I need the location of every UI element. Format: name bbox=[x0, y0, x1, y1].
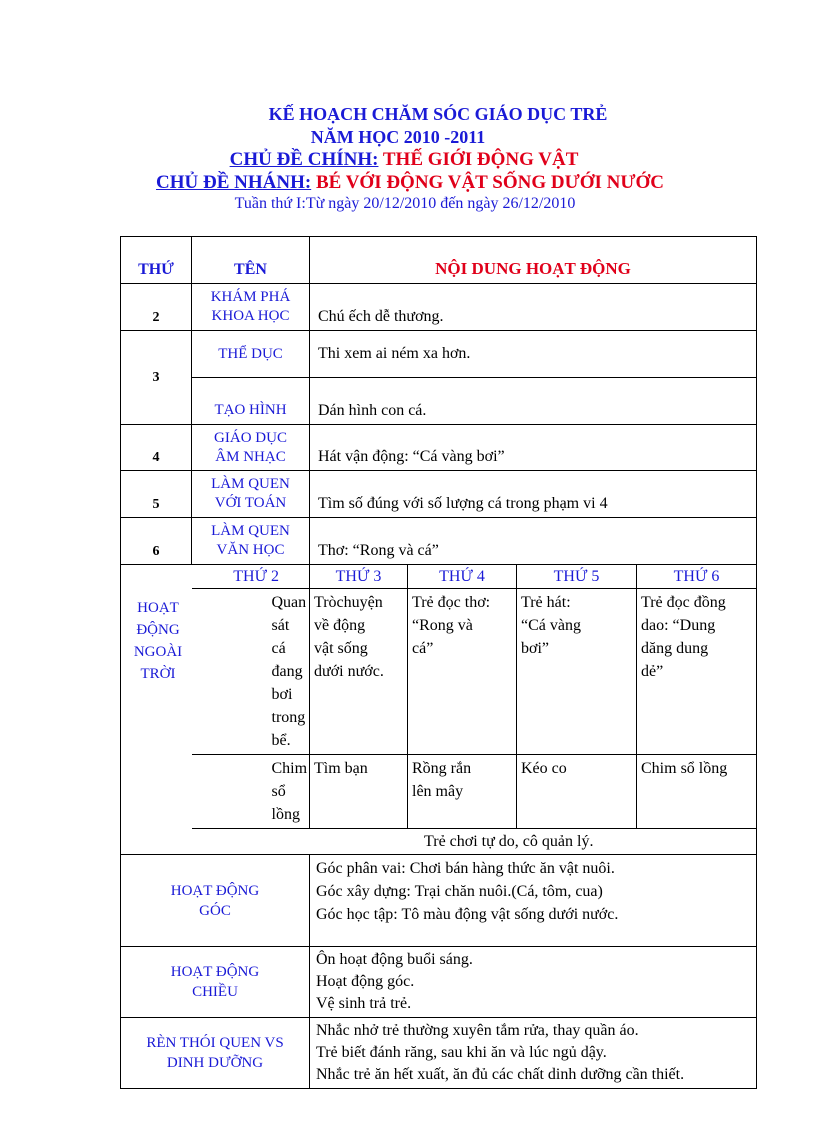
outdoor-observe-cell bbox=[192, 589, 310, 755]
cell-line: Kéo co bbox=[521, 760, 567, 777]
table-row bbox=[121, 518, 757, 565]
name-line: VĂN HỌC bbox=[216, 542, 285, 558]
name-line: LÀM QUEN bbox=[211, 523, 290, 539]
content-line: Góc học tập: Tô màu động vật sống dưới nước. bbox=[316, 906, 619, 923]
label-line: HOẠT ĐỘNG bbox=[170, 964, 260, 980]
cell-line: cá” bbox=[412, 640, 434, 657]
cell-line: trong bể. bbox=[271, 709, 306, 749]
outdoor-game-cell bbox=[408, 755, 517, 829]
habits-label bbox=[121, 1018, 310, 1089]
outdoor-free-row bbox=[121, 829, 757, 855]
cell-line: Tròchuyện bbox=[314, 594, 383, 611]
name-line: THỂ DỤC bbox=[218, 345, 283, 362]
cell-line: Trẻ đọc đồng bbox=[641, 594, 726, 611]
row-content: Thi xem ai ném xa hơn. bbox=[310, 331, 757, 378]
row-activity-name bbox=[192, 331, 310, 378]
outdoor-label bbox=[128, 597, 188, 685]
label-line: TRỜI bbox=[140, 666, 176, 682]
content-line: Ôn hoạt động buổi sáng. bbox=[316, 951, 473, 968]
corner-label bbox=[121, 855, 310, 947]
cell-line: vật sống bbox=[314, 640, 368, 657]
content-line: Góc xây dựng: Trại chăn nuôi.(Cá, tôm, cua) bbox=[316, 883, 603, 900]
content-line: Nhắc nhở trẻ thường xuyên tắm rửa, thay quần áo. bbox=[316, 1022, 639, 1039]
table-row bbox=[121, 331, 757, 378]
page-title: KẾ HOẠCH CHĂM SÓC GIÁO DỤC TRẺ bbox=[268, 104, 608, 124]
col-thu-header: THỨ bbox=[121, 237, 192, 284]
cell-line: dao: “Dung bbox=[641, 617, 716, 634]
col-ten-header: TÊN bbox=[192, 237, 310, 284]
cell-line: Quan sát cá bbox=[271, 594, 307, 657]
name-line: VỚI TOÁN bbox=[214, 495, 287, 511]
outdoor-day-header: THỨ 4 bbox=[408, 565, 517, 589]
sub-topic-label: CHỦ ĐỀ NHÁNH: bbox=[156, 172, 312, 193]
table-row bbox=[121, 425, 757, 471]
row-activity-name bbox=[192, 425, 310, 471]
habits-content bbox=[310, 1018, 757, 1089]
name-line: LÀM QUEN bbox=[211, 476, 290, 492]
cell-line: dăng dung bbox=[641, 640, 709, 657]
cell-line: Trẻ đọc thơ: bbox=[412, 594, 491, 611]
outdoor-observe-cell bbox=[408, 589, 517, 755]
row-day: 2 bbox=[121, 284, 192, 331]
outdoor-observe-cell bbox=[310, 589, 408, 755]
row-content: Thơ: “Rong và cá” bbox=[310, 518, 757, 565]
row-activity-name bbox=[192, 518, 310, 565]
outdoor-day-header: THỨ 5 bbox=[517, 565, 637, 589]
name-line: KHOA HỌC bbox=[211, 308, 290, 324]
cell-line: dẻ” bbox=[641, 663, 664, 680]
content-line: Nhắc trẻ ăn hết xuất, ăn đủ các chất dinh dưỡng cần thiết. bbox=[316, 1066, 685, 1083]
name-line: GIÁO DỤC bbox=[214, 429, 287, 446]
cell-line: về động bbox=[314, 617, 366, 634]
name-line: TẠO HÌNH bbox=[214, 402, 287, 418]
row-day: 3 bbox=[121, 331, 192, 425]
cell-line: Chim sổ lồng bbox=[641, 760, 728, 777]
cell-line: “Cá vàng bbox=[521, 617, 581, 634]
outdoor-observe-cell bbox=[637, 589, 757, 755]
outdoor-observe-cell bbox=[517, 589, 637, 755]
outdoor-game-cell bbox=[192, 755, 310, 829]
name-line: KHÁM PHÁ bbox=[210, 289, 291, 305]
label-line: ĐỘNG bbox=[136, 622, 180, 638]
main-topic-label: CHỦ ĐỀ CHÍNH: bbox=[229, 149, 379, 170]
row-content: Tìm số đúng với số lượng cá trong phạm vi 4 bbox=[310, 471, 757, 518]
label-line: NGOÀI bbox=[133, 644, 183, 660]
row-activity-name bbox=[192, 471, 310, 518]
row-activity-name bbox=[192, 378, 310, 425]
afternoon-content bbox=[310, 947, 757, 1018]
row-day: 6 bbox=[121, 518, 192, 565]
label-line: DINH DƯỠNG bbox=[166, 1055, 264, 1071]
sub-topic bbox=[2, 172, 816, 194]
name-line: ÂM NHẠC bbox=[215, 448, 286, 465]
cell-line: Trẻ hát: bbox=[521, 594, 571, 611]
content-line: Góc phân vai: Chơi bán hàng thức ăn vật nuôi. bbox=[316, 860, 615, 877]
cell-line: Chim sổ lồng bbox=[271, 760, 308, 823]
outdoor-days-row bbox=[121, 565, 757, 589]
cell-line: đang bơi bbox=[271, 663, 303, 703]
school-year: NĂM HỌC 2010 -2011 bbox=[310, 127, 486, 147]
table-row bbox=[121, 471, 757, 518]
main-topic-value: THẾ GIỚI ĐỘNG VẬT bbox=[382, 149, 579, 170]
label-line: RÈN THÓI QUEN VS bbox=[146, 1035, 284, 1051]
outdoor-game-cell bbox=[310, 755, 408, 829]
label-line: CHIỀU bbox=[192, 984, 238, 1000]
outdoor-day-header: THỨ 6 bbox=[637, 565, 757, 589]
activity-plan-table bbox=[120, 236, 757, 1089]
corner-content bbox=[310, 855, 757, 947]
cell-line: bơi” bbox=[521, 640, 550, 657]
cell-line: Rồng rắn bbox=[412, 760, 472, 777]
habits-row bbox=[121, 1018, 757, 1089]
corner-row bbox=[121, 855, 757, 947]
table-header-row bbox=[121, 237, 757, 284]
content-line: Hoạt động góc. bbox=[316, 973, 415, 990]
row-day: 5 bbox=[121, 471, 192, 518]
table-row bbox=[121, 378, 757, 425]
row-content: Hát vận động: “Cá vàng bơi” bbox=[310, 425, 757, 471]
outdoor-free-play: Trẻ chơi tự do, cô quản lý. bbox=[192, 829, 757, 855]
content-line: Trẻ biết đánh răng, sau khi ăn và lúc ngủ dậy. bbox=[316, 1044, 607, 1061]
outdoor-game-cell bbox=[637, 755, 757, 829]
sub-topic-value: BÉ VỚI ĐỘNG VẬT SỐNG DƯỚI NƯỚC bbox=[315, 172, 664, 193]
week-range: Tuần thứ I:Từ ngày 20/12/2010 đến ngày 26/12/2010 bbox=[234, 195, 576, 212]
label-line: HOẠT bbox=[137, 600, 179, 616]
cell-line: Tìm bạn bbox=[314, 760, 368, 777]
content-line: Vệ sinh trả trẻ. bbox=[316, 995, 412, 1012]
row-activity-name bbox=[192, 284, 310, 331]
label-line: GÓC bbox=[199, 902, 231, 919]
col-noidung-header: NỘI DUNG HOẠT ĐỘNG bbox=[310, 237, 757, 284]
outdoor-games-row bbox=[121, 755, 757, 829]
afternoon-label bbox=[121, 947, 310, 1018]
table-row bbox=[121, 284, 757, 331]
outdoor-day-header: THỨ 3 bbox=[310, 565, 408, 589]
outdoor-day-header: THỨ 2 bbox=[192, 565, 310, 589]
outdoor-observe-row bbox=[121, 589, 757, 755]
afternoon-row bbox=[121, 947, 757, 1018]
row-content: Chú ếch dễ thương. bbox=[310, 284, 757, 331]
cell-line: “Rong và bbox=[412, 617, 473, 634]
label-line: HOẠT ĐỘNG bbox=[170, 882, 260, 899]
row-content: Dán hình con cá. bbox=[310, 378, 757, 425]
cell-line: lên mây bbox=[412, 783, 464, 800]
row-day: 4 bbox=[121, 425, 192, 471]
cell-line: dưới nước. bbox=[314, 663, 384, 680]
outdoor-game-cell bbox=[517, 755, 637, 829]
main-topic bbox=[0, 149, 812, 171]
